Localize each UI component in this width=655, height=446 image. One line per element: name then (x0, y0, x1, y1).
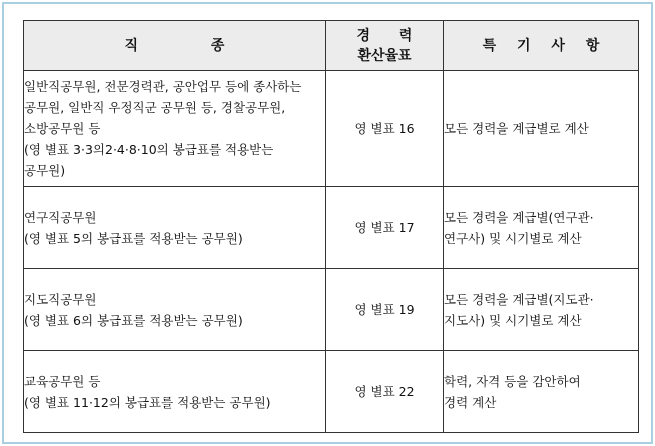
note-line: 지도사) 및 시기별로 계산 (444, 312, 582, 328)
job-type-cell (24, 71, 326, 187)
job-type-cell (24, 351, 326, 433)
note-line: 모든 경력을 계급별로 계산 (444, 121, 589, 136)
job-line: 지도직공무원 (24, 291, 97, 307)
table-ref-cell: 영 별표 22 (326, 351, 444, 433)
job-line: 일반직공무원, 전문경력관, 공안업무 등에 종사하는 (24, 79, 302, 94)
table-row (24, 269, 639, 351)
table-ref-cell: 영 별표 17 (326, 187, 444, 269)
special-note-cell (444, 351, 639, 433)
note-line: 경력 계산 (444, 394, 497, 410)
note-line: 연구사) 및 시기별로 계산 (444, 230, 582, 246)
job-line: 교육공무원 등 (24, 373, 101, 389)
job-line: (영 별표 11·12의 봉급표를 적용받는 공무원) (24, 394, 271, 410)
job-type-cell (24, 187, 326, 269)
table-row (24, 351, 639, 433)
note-line: 모든 경력을 계급별(연구관· (444, 209, 594, 225)
table-ref-cell: 영 별표 19 (326, 269, 444, 351)
job-line: (영 별표 5의 봉급표를 적용받는 공무원) (24, 230, 243, 246)
table-row (24, 71, 639, 187)
job-line: 공무원, 일반직 우정직군 공무원 등, 경찰공무원, (24, 100, 286, 115)
header-job-type (24, 21, 326, 71)
header-conversion-rate (326, 21, 444, 71)
table-ref-cell: 영 별표 16 (326, 71, 444, 187)
job-line: 공무원) (24, 163, 66, 178)
job-line: (영 별표 3·3의2·4·8·10의 봉급표를 적용받는 (24, 142, 274, 157)
job-line: 연구직공무원 (24, 209, 97, 225)
job-line: 소방공무원 등 (24, 121, 101, 136)
header-conversion-rate-line2: 환산율표 (357, 47, 412, 64)
note-line: 학력, 자격 등을 감안하여 (444, 373, 581, 389)
special-note-cell (444, 269, 639, 351)
career-conversion-table (23, 20, 639, 433)
note-line: 모든 경력을 계급별(지도관· (444, 291, 594, 307)
header-special-notes (444, 21, 639, 71)
special-note-cell (444, 187, 639, 269)
job-type-cell (24, 269, 326, 351)
document-frame (2, 2, 653, 444)
special-note-cell (444, 71, 639, 187)
table-header-row (24, 21, 639, 71)
header-job-type-label: 직 종 (124, 37, 259, 54)
header-conversion-rate-line1: 경 력 (356, 27, 425, 44)
table-row (24, 187, 639, 269)
header-special-notes-label: 특 기 사 항 (482, 37, 608, 54)
job-line: (영 별표 6의 봉급표를 적용받는 공무원) (24, 312, 243, 328)
